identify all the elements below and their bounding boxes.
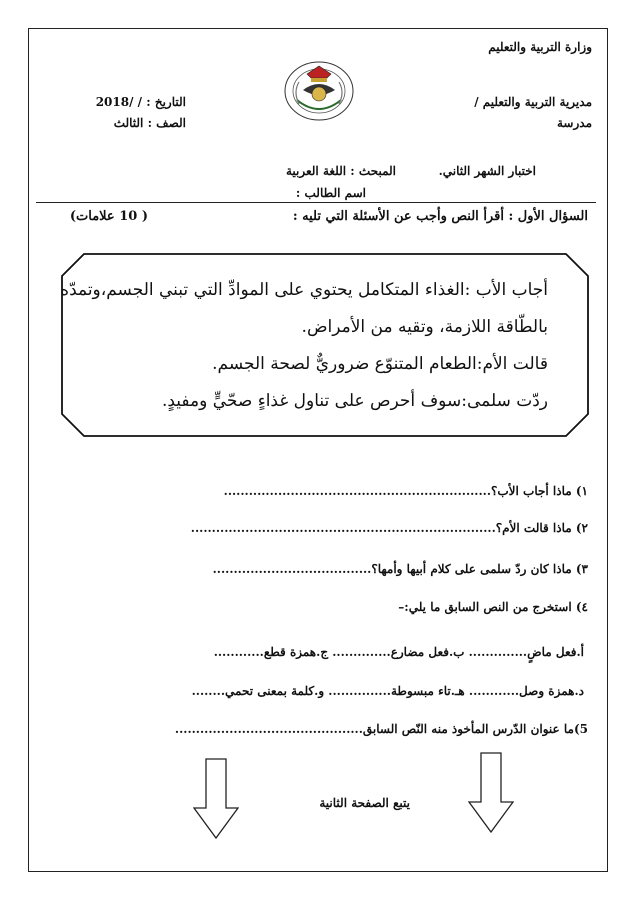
- passage-line: بالطّاقة اللازمة، وتقيه من الأمراض.: [301, 317, 548, 337]
- passage-line: قالت الأم:الطعام المتنوّع ضروريٌّ لصحة الجسم.: [212, 354, 548, 374]
- question1-prompt: السؤال الأول : أقرأ النص وأجب عن الأسئلة التي تليه :: [292, 209, 588, 224]
- question-5: 5)ما عنوان الدّرس المأخوذ منه النّص السابق.............................................: [174, 722, 588, 736]
- page-border: [28, 28, 608, 872]
- question-4: ٤) استخرج من النص السابق ما يلي:–: [398, 600, 588, 614]
- passage-line: أجاب الأب :الغذاء المتكامل يحتوي على الموادِّ التي تبني الجسم،وتمدّه: [60, 280, 548, 300]
- date-label: التاريخ : / /2018: [95, 95, 186, 109]
- ministry-label: وزارة التربية والتعليم: [488, 40, 592, 54]
- subject-label: المبحث : اللغة العربية: [285, 164, 396, 178]
- down-arrow-icon: [193, 758, 239, 840]
- question-3: ٣) ماذا كان ردّ سلمى على كلام أبيها وأمها؟......................................: [212, 562, 588, 576]
- student-name-label: اسم الطالب :: [295, 186, 366, 200]
- question-2: ٢) ماذا قالت الأم؟.........................................................................: [190, 521, 588, 535]
- exam-title: اختبار الشهر الثاني.: [438, 164, 536, 178]
- directorate-label: مديرية التربية والتعليم /: [474, 95, 592, 109]
- extract-row-2: د.همزة وصل............ هـ.تاء مبسوطة............... و.كلمة بمعنى تحمي........: [191, 684, 584, 698]
- passage-line: ردّت سلمى:سوف أحرص على تناول غذاءٍ صحّيٍّ ومفيدٍ.: [161, 391, 548, 411]
- extract-row-1: أ.فعل ماضٍ.............. ب.فعل مضارع.............. ج.همزة قطع............: [213, 645, 584, 659]
- grade-label: الصف : الثالث: [113, 116, 186, 130]
- question1-marks: ( 10 علامات): [69, 209, 148, 224]
- down-arrow-icon: [468, 752, 514, 834]
- school-label: مدرسة: [556, 116, 592, 130]
- header-divider: [36, 202, 596, 203]
- question-1: ١) ماذا أجاب الأب؟................................................................: [223, 484, 588, 498]
- continue-label: يتبع الصفحة الثانية: [319, 796, 410, 810]
- jordan-ministry-emblem-icon: [283, 60, 355, 122]
